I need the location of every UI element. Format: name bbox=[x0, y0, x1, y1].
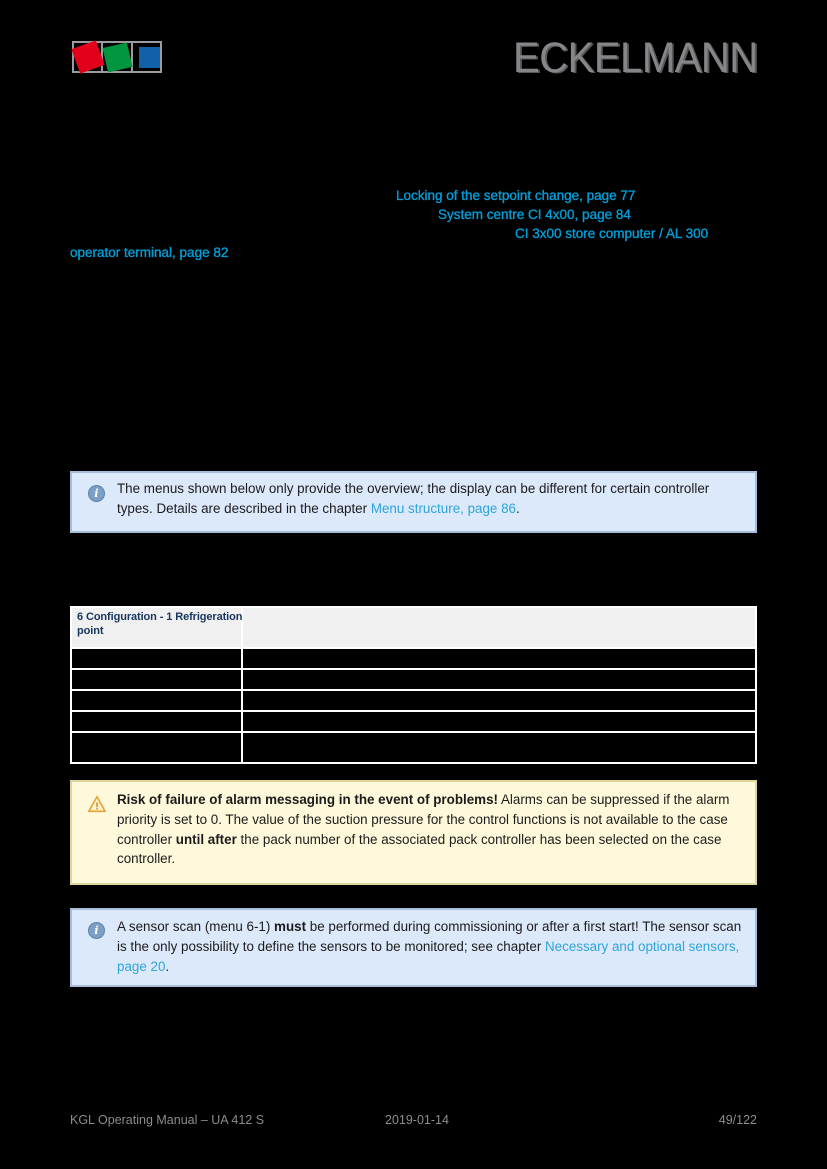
text-segment: Alarms can be suppressed if the alarm priority is set to 0. The value of the suction pressure for the control functions is not available to the case controller bbox=[117, 792, 730, 847]
footer-document-title: KGL Operating Manual – UA 412 S bbox=[70, 1113, 265, 1127]
table-header-cell-empty bbox=[242, 607, 756, 648]
logo-blue-square-icon bbox=[139, 47, 160, 68]
info-icon bbox=[88, 922, 105, 939]
text-segment: A sensor scan (menu 6-1) bbox=[117, 919, 275, 934]
table-row bbox=[71, 690, 756, 711]
warning-box-text bbox=[117, 790, 757, 869]
info-icon-glyph: i bbox=[94, 924, 99, 937]
eckelmann-logo bbox=[72, 41, 162, 73]
logo-cell bbox=[103, 43, 132, 71]
table-row bbox=[71, 648, 756, 669]
logo-cell bbox=[133, 43, 160, 71]
table-cell bbox=[242, 669, 756, 690]
table-header-row bbox=[71, 607, 756, 648]
warning-icon-glyph: ! bbox=[95, 801, 99, 813]
warning-icon bbox=[87, 795, 107, 818]
text-segment-bold: until after bbox=[175, 831, 237, 847]
link-necessary-optional-sensors[interactable]: Necessary and optional sensors, page 20 bbox=[117, 938, 740, 974]
table-cell bbox=[242, 648, 756, 669]
table-row bbox=[71, 732, 756, 763]
footer-date: 2019-01-14 bbox=[385, 1113, 449, 1127]
table-cell bbox=[71, 711, 242, 732]
link-locking-of-setpoint-change[interactable]: Locking of the setpoint change, page 77 bbox=[396, 188, 636, 203]
info-box-sensor-scan bbox=[70, 908, 757, 987]
logo-green-square-icon bbox=[103, 43, 133, 73]
text-segment: be performed during commissioning or after a first start! The sensor scan is the only possibility to define the sensors to be monitored; see chapter bbox=[117, 919, 742, 954]
link-ci3x00-store-computer[interactable]: CI 3x00 store computer / AL 300 bbox=[515, 226, 709, 241]
table-cell bbox=[71, 669, 242, 690]
table-header-cell bbox=[71, 607, 242, 648]
table-cell bbox=[71, 690, 242, 711]
info-icon-glyph: i bbox=[94, 487, 99, 500]
logo-cell bbox=[74, 43, 103, 71]
table-header-text: 6 Configuration - 1 Refrigeration bbox=[77, 611, 243, 623]
table-row bbox=[71, 711, 756, 732]
menu-table bbox=[70, 606, 757, 764]
info-box-menu-overview bbox=[70, 471, 757, 533]
footer-page-number: 49/122 bbox=[718, 1113, 757, 1127]
brand-wordmark: ECKELMANN bbox=[513, 34, 758, 82]
text-segment-bold: Risk of failure of alarm messaging in the event of problems! bbox=[117, 792, 498, 807]
info-box-text bbox=[117, 917, 749, 976]
text-segment: . bbox=[515, 500, 520, 516]
link-operator-terminal[interactable]: operator terminal, page 82 bbox=[70, 245, 229, 260]
info-icon bbox=[88, 485, 105, 502]
text-segment-bold: must bbox=[274, 919, 307, 934]
table-cell bbox=[71, 648, 242, 669]
text-segment: . bbox=[165, 958, 170, 974]
link-menu-structure[interactable]: Menu structure, page 86 bbox=[370, 500, 516, 516]
link-system-centre-ci4x00[interactable]: System centre CI 4x00, page 84 bbox=[438, 207, 631, 222]
table-header-text: point bbox=[77, 624, 104, 637]
table-cell bbox=[242, 732, 756, 763]
table-cell bbox=[71, 732, 242, 763]
table-row bbox=[71, 669, 756, 690]
text-segment: The menus shown below only provide the overview; the display can be different for certain controller types. Details are described in the chapter bbox=[117, 481, 710, 516]
logo-red-square-icon bbox=[71, 40, 104, 73]
warning-box-alarm-messaging bbox=[70, 780, 757, 885]
table-cell bbox=[242, 711, 756, 732]
text-segment: the pack number of the associated pack controller has been selected on the case controller. bbox=[117, 831, 722, 867]
table-cell bbox=[242, 690, 756, 711]
info-box-text bbox=[117, 479, 744, 519]
